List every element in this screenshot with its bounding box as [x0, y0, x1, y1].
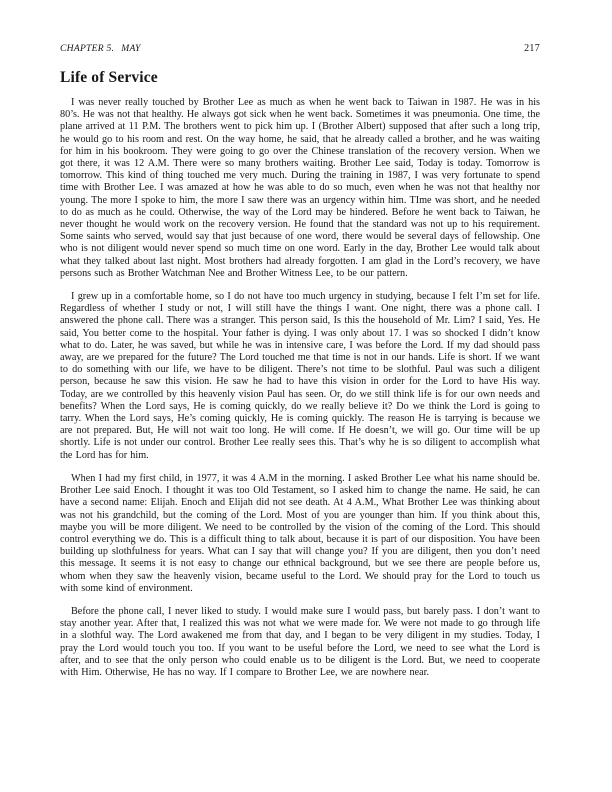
running-chapter-label: CHAPTER 5. — [60, 43, 115, 54]
page-number: 217 — [524, 43, 540, 54]
paragraph-4: Before the phone call, I never liked to study. I would make sure I would pass, but barely pass. I don’t want to stay another year. After that, I realized this was not what we were made for. We were not made to go through life in a slothful way. The Lord awakened me from that day, and I began to be very diligent in my studies. Today, I pray the Lord would touch you too. If you want to be useful before the Lord, we need to see what the Lord is after, and to see that the only person who could enable us to be diligent is the Lord. But, we need to cooperate with Him. Otherwise, He has no way. If I compare to Brother Lee, we are nowhere near. — [60, 605, 540, 678]
running-chapter-title — [60, 43, 141, 54]
paragraph-3: When I had my first child, in 1977, it was 4 A.M in the morning. I asked Brother Lee what his name should be. Brother Lee said Enoch. I thought it was too Old Testament, so I asked him to change the name. He said, he can have a second name: Elijah. Enoch and Elijah did not see death. At 4 A.M., What Brother Lee was thinking about was not his grandchild, but the coming of the Lord. Most of you are younger than him. If you think about this, maybe you will be more diligent. We need to be controlled by the vision of the coming of the Lord. This should control everything we do. This is a difficult thing to talk about, because it is part of our disposition. You have been building up slothfulness for years. What can I say that will change you? If you are diligent, then you don’t need this message. It seems it is not easy to change our ethnical background, but we see there are people before us, whom when they saw the heavenly vision, became useful to the Lord. We should pray for the Lord to touch us with some kind of environment. — [60, 472, 540, 594]
page-title: Life of Service — [60, 69, 158, 86]
paragraph-1: I was never really touched by Brother Lee as much as when he went back to Taiwan in 1987. He was in his 80’s. He was not that healthy. He always got sick when he went back. Sometimes it was pneumonia. One time, the plane arrived at 11 P.M. The brothers went to pick him up. I (Brother Albert) supposed that after such a long trip, he would go to his room and rest. On the way home, he said, that he already called a brother, and he was waiting for him in his bookroom. They were going to go over the Chinese translation of the recovery version. When we got there, it was 12 A.M. There were so many brothers waiting. Brother Lee said, Today is today. Tomorrow is tomorrow. This kind of thing touched me very much. During the training in 1987, I was very fortunate to spend time with Brother Lee. I was amazed at how he was able to do so much, even when he was not that healthy nor young. The more I spoke to him, the more I saw there was an urgency within him. TIme was short, and he needed to do as much as he could. Otherwise, the way of the Lord may be hindered. Before he went back to Taiwan, he never thought he would work on the recovery version. He found that the standard was not up to his requirement. Some saints who served, would say that just because of one word, there would be several days of fellowship. One who is not diligent would never spend so much time on one word. Early in the day, Brother Lee would talk about what they talked about last night. Most brothers had already forgotten. I am glad in the Lord’s recovery, we have persons such as Brother Watchman Nee and Brother Witness Lee, to be our pattern. — [60, 97, 540, 279]
paragraph-2: I grew up in a comfortable home, so I do not have too much urgency in studying, because I felt I’m set for life. Regardless of whether I study or not, I will still have the things I want. One night, there was a phone call. I answered the phone call. There was a stranger. This person said, Is this the household of Mr. Lim? I said, Yes. He said, You better come to the hospital. Your father is dying. I was only about 17. I was so shocked I didn’t know what to do. Later, he was saved, but while he was in intensive care, I was before the Lord. If my dad should pass away, are we prepared for the future? The Lord touched me that time is not in our hands. Life is short. If we want to do something with our life, we have to be diligent. There’s not time to be slothful. Paul was such a diligent person, because he saw this vision. He saw he had to have this vision in order for the Lord to have His way. Today, are we controlled by this heavenly vision Paul has seen. Or, do we still think life is for our own needs and benefits? When the Lord says, He is coming quickly, do we really believe it? Do we think the Lord is going to tarry. When the Lord says, He’s coming quickly, He is coming quickly. The reason He is tarrying is because we are not prepared. But, He will not wait too long. He will come. If He doesn’t, we will go. Our time will be up shortly. Life is not under our control. Brother Lee really sees this. That’s why he is so diligent to accomplish what the Lord has for him. — [60, 291, 540, 461]
document-body — [60, 97, 540, 679]
running-section-label: MAY — [121, 43, 141, 54]
running-header — [60, 43, 540, 54]
